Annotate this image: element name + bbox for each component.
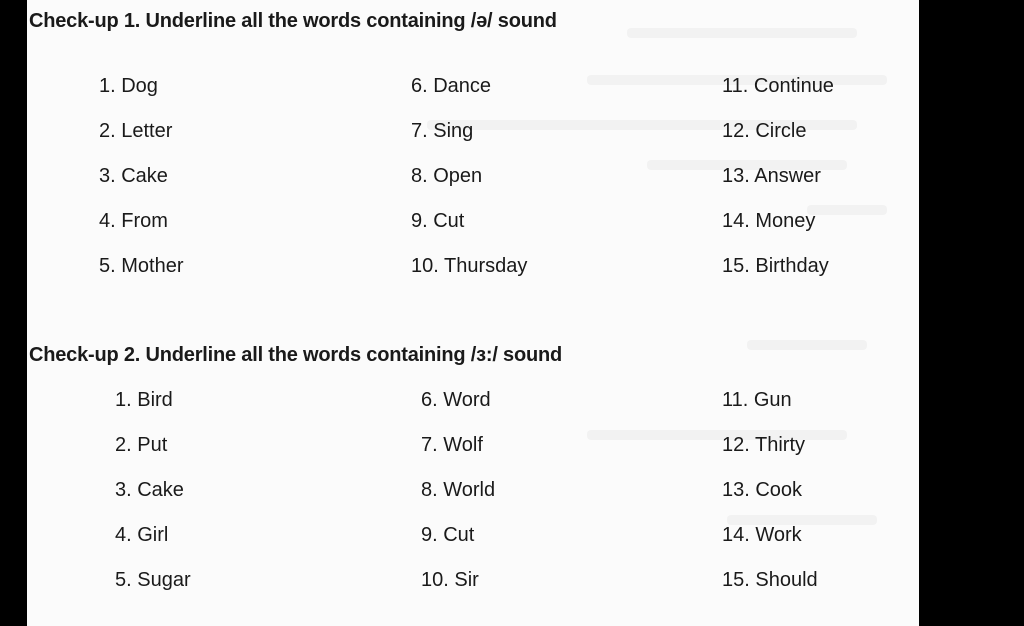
- bleed-through-mark: [807, 205, 887, 215]
- bleed-through-mark: [747, 340, 867, 350]
- checkup-1-word: 14. Money: [722, 210, 816, 232]
- checkup-1-word: 13. Answer: [722, 165, 821, 187]
- bleed-through-mark: [587, 430, 847, 440]
- checkup-2-word: 11. Gun: [722, 389, 792, 411]
- checkup-1-word: 11. Continue: [722, 75, 834, 97]
- checkup-2-word: 5. Sugar: [115, 569, 191, 591]
- bleed-through-mark: [627, 28, 857, 38]
- checkup-2-word: 14. Work: [722, 524, 802, 546]
- checkup-1-word: 10. Thursday: [411, 255, 528, 277]
- checkup-1-word: 8. Open: [411, 165, 483, 187]
- checkup-2-heading: Check-up 2. Underline all the words containing /ɜ:/ sound: [29, 344, 563, 366]
- checkup-2-word: 2. Put: [115, 434, 168, 456]
- checkup-1-word: 5. Mother: [99, 255, 184, 277]
- checkup-1-word: 7. Sing: [411, 120, 474, 142]
- checkup-2-word: 3. Cake: [115, 479, 184, 501]
- checkup-2-word: 9. Cut: [421, 524, 475, 546]
- checkup-2-word: 4. Girl: [115, 524, 169, 546]
- checkup-2-word: 10. Sir: [421, 569, 479, 591]
- checkup-1-word: 12. Circle: [722, 120, 807, 142]
- worksheet-page: [27, 0, 919, 626]
- checkup-2-word: 15. Should: [722, 569, 818, 591]
- checkup-1-word: 15. Birthday: [722, 255, 829, 277]
- checkup-1-word: 1. Dog: [99, 75, 158, 97]
- checkup-1-word: 4. From: [99, 210, 168, 232]
- checkup-2-word: 12. Thirty: [722, 434, 805, 456]
- checkup-1-word: 6. Dance: [411, 75, 492, 97]
- checkup-1-heading: Check-up 1. Underline all the words containing /ə/ sound: [29, 10, 557, 32]
- left-frame-bar: [0, 0, 27, 626]
- checkup-2-word: 6. Word: [421, 389, 491, 411]
- checkup-1-word: 2. Letter: [99, 120, 173, 142]
- checkup-2-word: 8. World: [421, 479, 496, 501]
- checkup-1-word: 3. Cake: [99, 165, 168, 187]
- right-frame-bar: [919, 0, 1024, 626]
- checkup-2-word: 13. Cook: [722, 479, 803, 501]
- checkup-2-word: 1. Bird: [115, 389, 173, 411]
- checkup-1-word: 9. Cut: [411, 210, 465, 232]
- checkup-2-word: 7. Wolf: [421, 434, 483, 456]
